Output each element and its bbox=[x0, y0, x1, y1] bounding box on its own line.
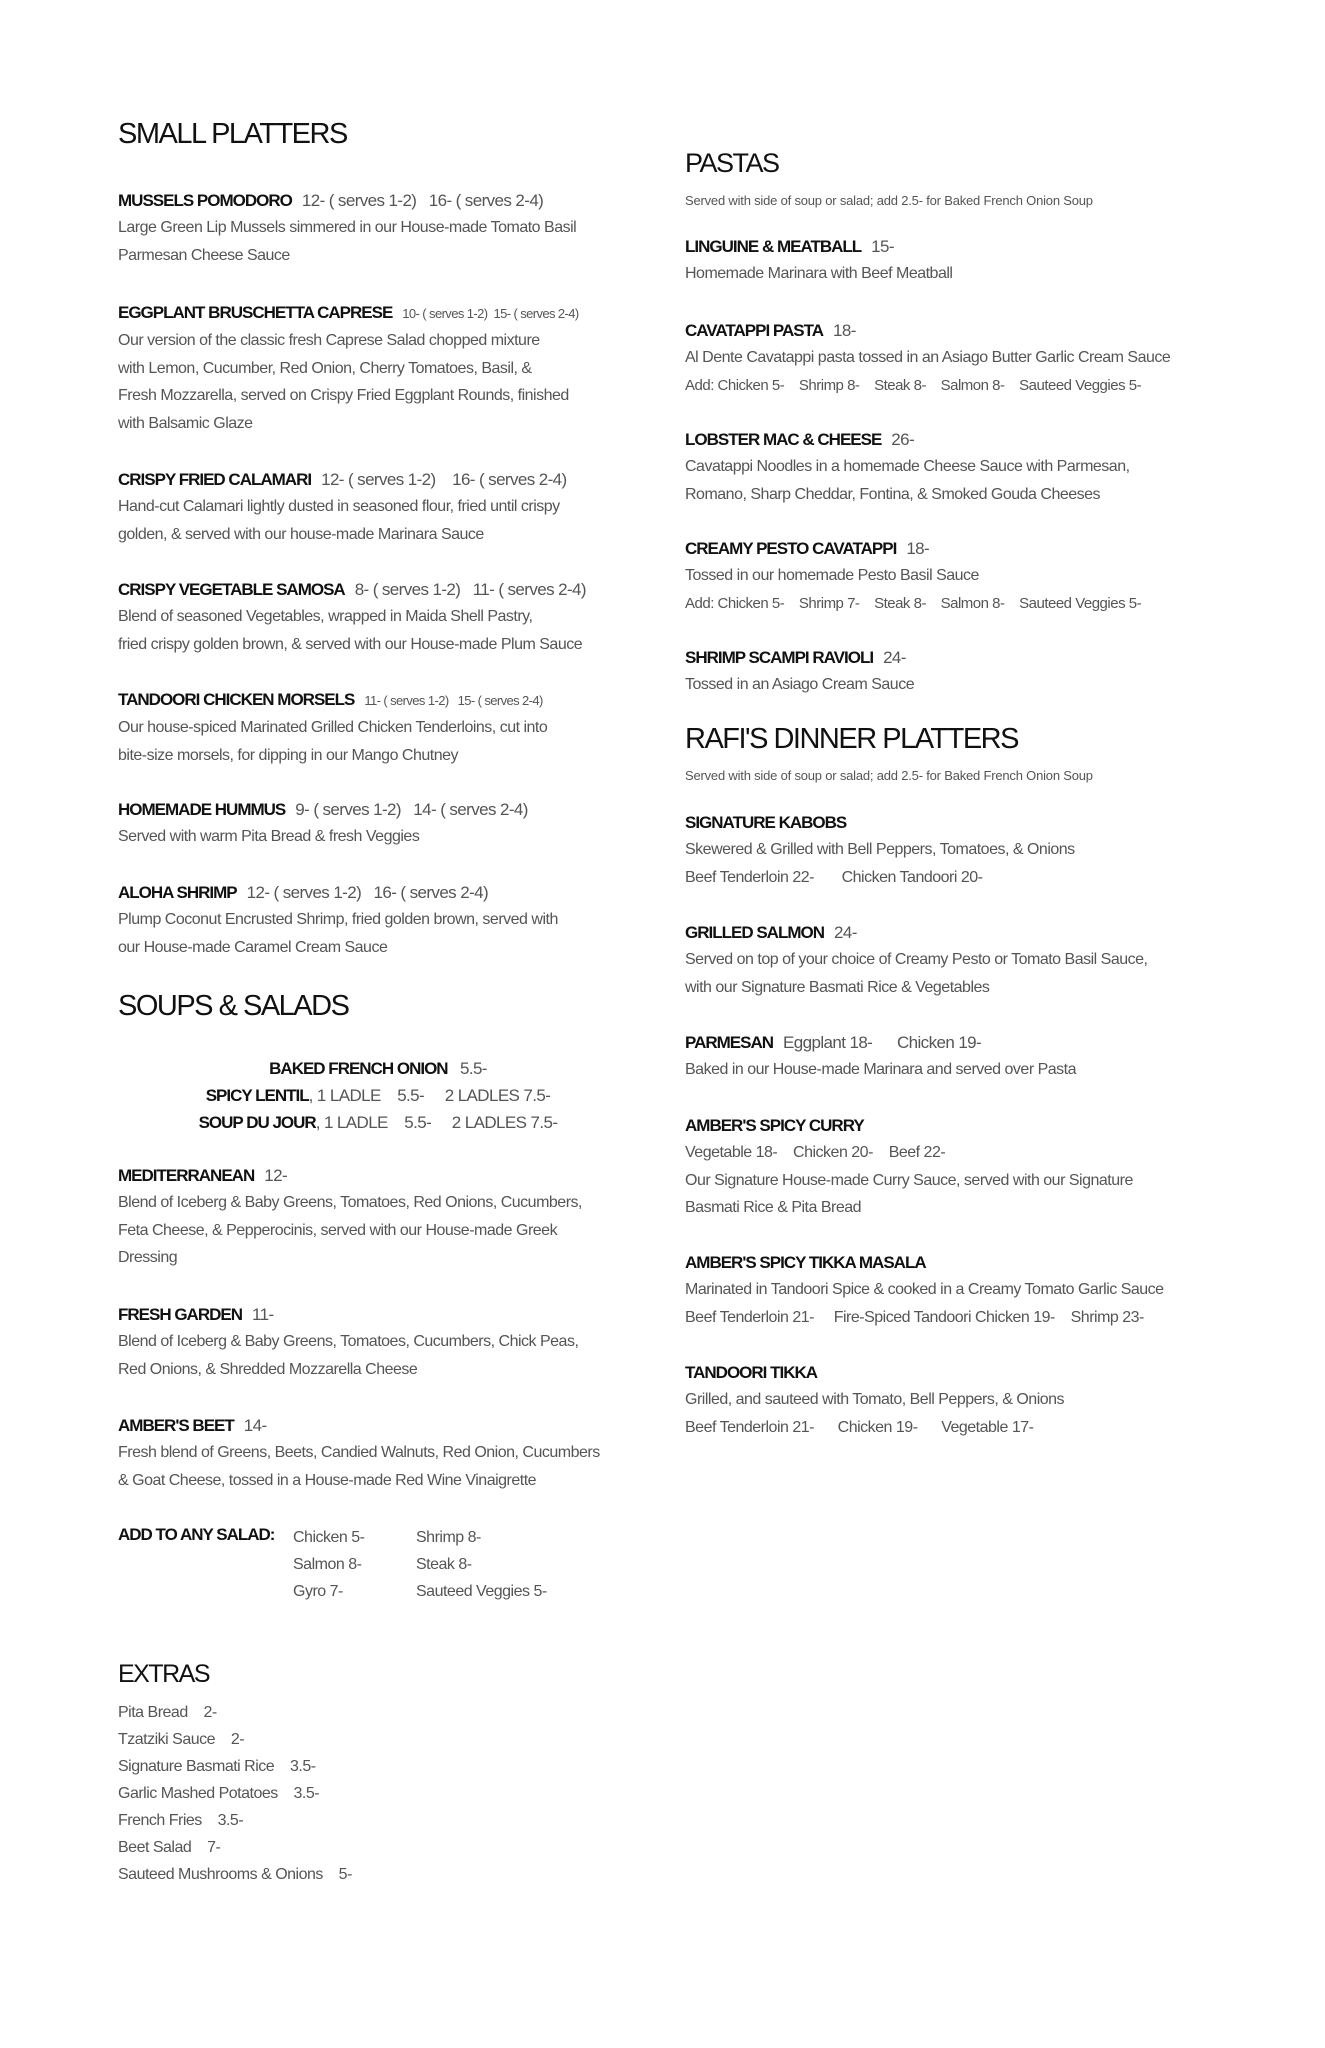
menu-item bbox=[685, 318, 1225, 399]
item-description: Parmesan Cheese Sauce bbox=[118, 246, 290, 264]
item-description: Served on top of your choice of Creamy Pesto or Tomato Basil Sauce, bbox=[685, 951, 1148, 968]
item-description: Vegetable 18- Chicken 20- Beef 22- bbox=[685, 1144, 946, 1161]
extra-item: Pita Bread 2- bbox=[118, 1704, 217, 1721]
menu-item bbox=[118, 797, 638, 851]
item-name: CRISPY VEGETABLE SAMOSA bbox=[118, 580, 345, 599]
item-description: golden, & served with our house-made Marinara Sauce bbox=[118, 525, 484, 543]
item-description: Blend of Iceberg & Baby Greens, Tomatoes, Red Onions, Cucumbers, bbox=[118, 1194, 582, 1211]
menu-item bbox=[118, 1302, 638, 1383]
menu-item bbox=[118, 188, 638, 269]
item-price: 12- bbox=[264, 1166, 288, 1185]
item-name: MUSSELS POMODORO bbox=[118, 191, 292, 210]
item-price: 18- bbox=[906, 539, 930, 558]
item-description: Grilled, and sauteed with Tomato, Bell Peppers, & Onions bbox=[685, 1391, 1065, 1408]
item-price: 9- ( serves 1-2) 14- ( serves 2-4) bbox=[295, 800, 528, 819]
extra-item: French Fries 3.5- bbox=[118, 1812, 244, 1829]
item-description: Tossed in an Asiago Cream Sauce bbox=[685, 676, 915, 693]
menu-item bbox=[685, 810, 1225, 891]
item-description: fried crispy golden brown, & served with our House-made Plum Sauce bbox=[118, 635, 583, 653]
menu-item bbox=[685, 645, 1225, 699]
extra-item: Sauteed Mushrooms & Onions 5- bbox=[118, 1866, 352, 1883]
soup-row bbox=[118, 1109, 638, 1136]
item-description: Our house-spiced Marinated Grilled Chicken Tenderloins, cut into bbox=[118, 719, 548, 736]
extra-item: Beet Salad 7- bbox=[118, 1839, 221, 1856]
item-options: Add: Chicken 5- Shrimp 7- Steak 8- Salmon 8- Sauteed Veggies 5- bbox=[685, 594, 1142, 612]
salad-addon: Steak 8- bbox=[416, 1556, 472, 1573]
item-description: Tossed in our homemade Pesto Basil Sauce bbox=[685, 567, 979, 584]
soup-row bbox=[118, 1055, 638, 1082]
item-description: Our Signature House-made Curry Sauce, served with our Signature bbox=[685, 1171, 1133, 1189]
menu-item bbox=[685, 1113, 1225, 1222]
item-name: CREAMY PESTO CAVATAPPI bbox=[685, 539, 897, 558]
item-name: EGGPLANT BRUSCHETTA CAPRESE bbox=[118, 303, 393, 322]
salad-addon: Chicken 5- bbox=[293, 1529, 365, 1546]
item-options: Add: Chicken 5- Shrimp 8- Steak 8- Salmon 8- Sauteed Veggies 5- bbox=[685, 376, 1142, 394]
soup-row bbox=[118, 1082, 638, 1109]
item-name: AMBER'S BEET bbox=[118, 1416, 234, 1435]
soups-salads-title: SOUPS & SALADS bbox=[118, 990, 349, 1022]
item-description: Dressing bbox=[118, 1249, 178, 1266]
add-to-salad-label: ADD TO ANY SALAD: bbox=[118, 1525, 275, 1544]
item-price: 14- bbox=[243, 1416, 267, 1435]
item-price: 26- bbox=[891, 430, 915, 449]
soup-price: , 1 LADLE 5.5- 2 LADLES 7.5- bbox=[315, 1113, 558, 1132]
item-price: 12- ( serves 1-2) 16- ( serves 2-4) bbox=[321, 470, 567, 489]
item-description: Fresh blend of Greens, Beets, Candied Walnuts, Red Onion, Cucumbers bbox=[118, 1444, 600, 1461]
item-description: Red Onions, & Shredded Mozzarella Cheese bbox=[118, 1360, 418, 1378]
item-name: LINGUINE & MEATBALL bbox=[685, 237, 862, 256]
item-price: 11- bbox=[252, 1305, 274, 1324]
salad-addon: Gyro 7- bbox=[293, 1583, 343, 1600]
item-description: Cavatappi Noodles in a homemade Cheese Sauce with Parmesan, bbox=[685, 458, 1130, 475]
menu-item bbox=[118, 1163, 638, 1272]
item-description: with Balsamic Glaze bbox=[118, 414, 253, 432]
item-description: bite-size morsels, for dipping in our Mango Chutney bbox=[118, 746, 459, 764]
soup-name: BAKED FRENCH ONION bbox=[269, 1059, 448, 1078]
item-description: & Goat Cheese, tossed in a House-made Red Wine Vinaigrette bbox=[118, 1471, 537, 1489]
item-description: Blend of seasoned Vegetables, wrapped in Maida Shell Pastry, bbox=[118, 608, 533, 625]
item-description: Al Dente Cavatappi pasta tossed in an Asiago Butter Garlic Cream Sauce bbox=[685, 349, 1171, 366]
item-description: our House-made Caramel Cream Sauce bbox=[118, 938, 388, 956]
soup-name: SOUP DU JOUR bbox=[198, 1113, 316, 1132]
item-description: Our version of the classic fresh Caprese Salad chopped mixture bbox=[118, 332, 540, 349]
item-description: Large Green Lip Mussels simmered in our House-made Tomato Basil bbox=[118, 219, 577, 236]
item-price: 12- ( serves 1-2) 16- ( serves 2-4) bbox=[246, 883, 489, 902]
item-description: with Lemon, Cucumber, Red Onion, Cherry Tomatoes, Basil, & bbox=[118, 359, 532, 377]
menu-item bbox=[685, 234, 1225, 288]
item-name: ALOHA SHRIMP bbox=[118, 883, 237, 902]
menu-item bbox=[685, 427, 1225, 508]
item-description: Served with warm Pita Bread & fresh Veggies bbox=[118, 828, 420, 845]
extra-item: Signature Basmati Rice 3.5- bbox=[118, 1758, 316, 1775]
item-price: 12- ( serves 1-2) 16- ( serves 2-4) bbox=[301, 191, 544, 210]
item-price: 8- ( serves 1-2) 11- ( serves 2-4) bbox=[354, 580, 586, 599]
soup-price: 5.5- bbox=[447, 1059, 487, 1078]
menu-item bbox=[118, 687, 638, 769]
item-name: SIGNATURE KABOBS bbox=[685, 813, 847, 832]
item-description: Plump Coconut Encrusted Shrimp, fried golden brown, served with bbox=[118, 911, 558, 928]
item-name: HOMEMADE HUMMUS bbox=[118, 800, 286, 819]
item-name: AMBER'S SPICY CURRY bbox=[685, 1116, 864, 1135]
salad-addon: Sauteed Veggies 5- bbox=[416, 1583, 547, 1600]
salad-addon: Shrimp 8- bbox=[416, 1529, 481, 1546]
soup-name: SPICY LENTIL bbox=[205, 1086, 309, 1105]
item-price: 11- ( serves 1-2) 15- ( serves 2-4) bbox=[364, 693, 543, 708]
item-price: 18- bbox=[833, 321, 856, 340]
item-name: GRILLED SALMON bbox=[685, 923, 824, 942]
item-description: with our Signature Basmati Rice & Vegetables bbox=[685, 978, 990, 996]
item-description: Baked in our House-made Marinara and served over Pasta bbox=[685, 1061, 1076, 1078]
item-price: 24- bbox=[883, 648, 906, 667]
menu-item bbox=[685, 1250, 1225, 1331]
extra-item: Tzatziki Sauce 2- bbox=[118, 1731, 245, 1748]
item-description: Marinated in Tandoori Spice & cooked in a Creamy Tomato Garlic Sauce bbox=[685, 1281, 1164, 1298]
item-price: 10- ( serves 1-2) 15- ( serves 2-4) bbox=[402, 306, 579, 321]
item-description: Hand-cut Calamari lightly dusted in seasoned flour, fried until crispy bbox=[118, 498, 560, 515]
item-description: Skewered & Grilled with Bell Peppers, Tomatoes, & Onions bbox=[685, 841, 1075, 858]
item-name: TANDOORI TIKKA bbox=[685, 1363, 818, 1382]
menu-item bbox=[685, 536, 1225, 617]
item-description: Fresh Mozzarella, served on Crispy Fried Eggplant Rounds, finished bbox=[118, 387, 569, 404]
item-price: Eggplant 18- Chicken 19- bbox=[783, 1033, 982, 1052]
item-description: Beef Tenderloin 21- Fire-Spiced Tandoori Chicken 19- Shrimp 23- bbox=[685, 1308, 1144, 1326]
menu-item bbox=[118, 577, 638, 658]
menu-item bbox=[118, 880, 638, 961]
dinner-platters-note: Served with side of soup or salad; add 2.5- for Baked French Onion Soup bbox=[685, 768, 1093, 783]
dinner-platters-title: RAFI'S DINNER PLATTERS bbox=[685, 723, 1018, 755]
item-name: TANDOORI CHICKEN MORSELS bbox=[118, 690, 355, 709]
item-name: AMBER'S SPICY TIKKA MASALA bbox=[685, 1253, 926, 1272]
menu-item bbox=[118, 300, 638, 437]
item-description: Romano, Sharp Cheddar, Fontina, & Smoked Gouda Cheeses bbox=[685, 485, 1101, 503]
soup-price: , 1 LADLE 5.5- 2 LADLES 7.5- bbox=[308, 1086, 551, 1105]
item-description: Beef Tenderloin 21- Chicken 19- Vegetable 17- bbox=[685, 1418, 1034, 1436]
extras-title: EXTRAS bbox=[118, 1660, 210, 1688]
small-platters-title: SMALL PLATTERS bbox=[118, 118, 347, 150]
item-name: LOBSTER MAC & CHEESE bbox=[685, 430, 882, 449]
salad-addon: Salmon 8- bbox=[293, 1556, 362, 1573]
menu-item bbox=[685, 920, 1225, 1001]
item-price: 24- bbox=[834, 923, 857, 942]
extra-item: Garlic Mashed Potatoes 3.5- bbox=[118, 1785, 320, 1802]
menu-item bbox=[685, 1030, 1225, 1084]
item-description: Homemade Marinara with Beef Meatball bbox=[685, 265, 953, 282]
pastas-note: Served with side of soup or salad; add 2.5- for Baked French Onion Soup bbox=[685, 193, 1093, 208]
item-description: Feta Cheese, & Pepperocinis, served with our House-made Greek bbox=[118, 1221, 558, 1239]
menu-item bbox=[118, 1413, 638, 1494]
item-description: Beef Tenderloin 22- Chicken Tandoori 20- bbox=[685, 868, 983, 886]
menu-item bbox=[685, 1360, 1225, 1441]
item-name: SHRIMP SCAMPI RAVIOLI bbox=[685, 648, 874, 667]
item-name: FRESH GARDEN bbox=[118, 1305, 243, 1324]
item-name: CAVATAPPI PASTA bbox=[685, 321, 823, 340]
item-description: Blend of Iceberg & Baby Greens, Tomatoes, Cucumbers, Chick Peas, bbox=[118, 1333, 579, 1350]
item-name: MEDITERRANEAN bbox=[118, 1166, 255, 1185]
pastas-title: PASTAS bbox=[685, 148, 779, 178]
item-name: CRISPY FRIED CALAMARI bbox=[118, 470, 312, 489]
item-name: PARMESAN bbox=[685, 1033, 774, 1052]
menu-item bbox=[118, 467, 638, 548]
item-price: 15- bbox=[871, 237, 894, 256]
item-description: Basmati Rice & Pita Bread bbox=[685, 1199, 862, 1216]
